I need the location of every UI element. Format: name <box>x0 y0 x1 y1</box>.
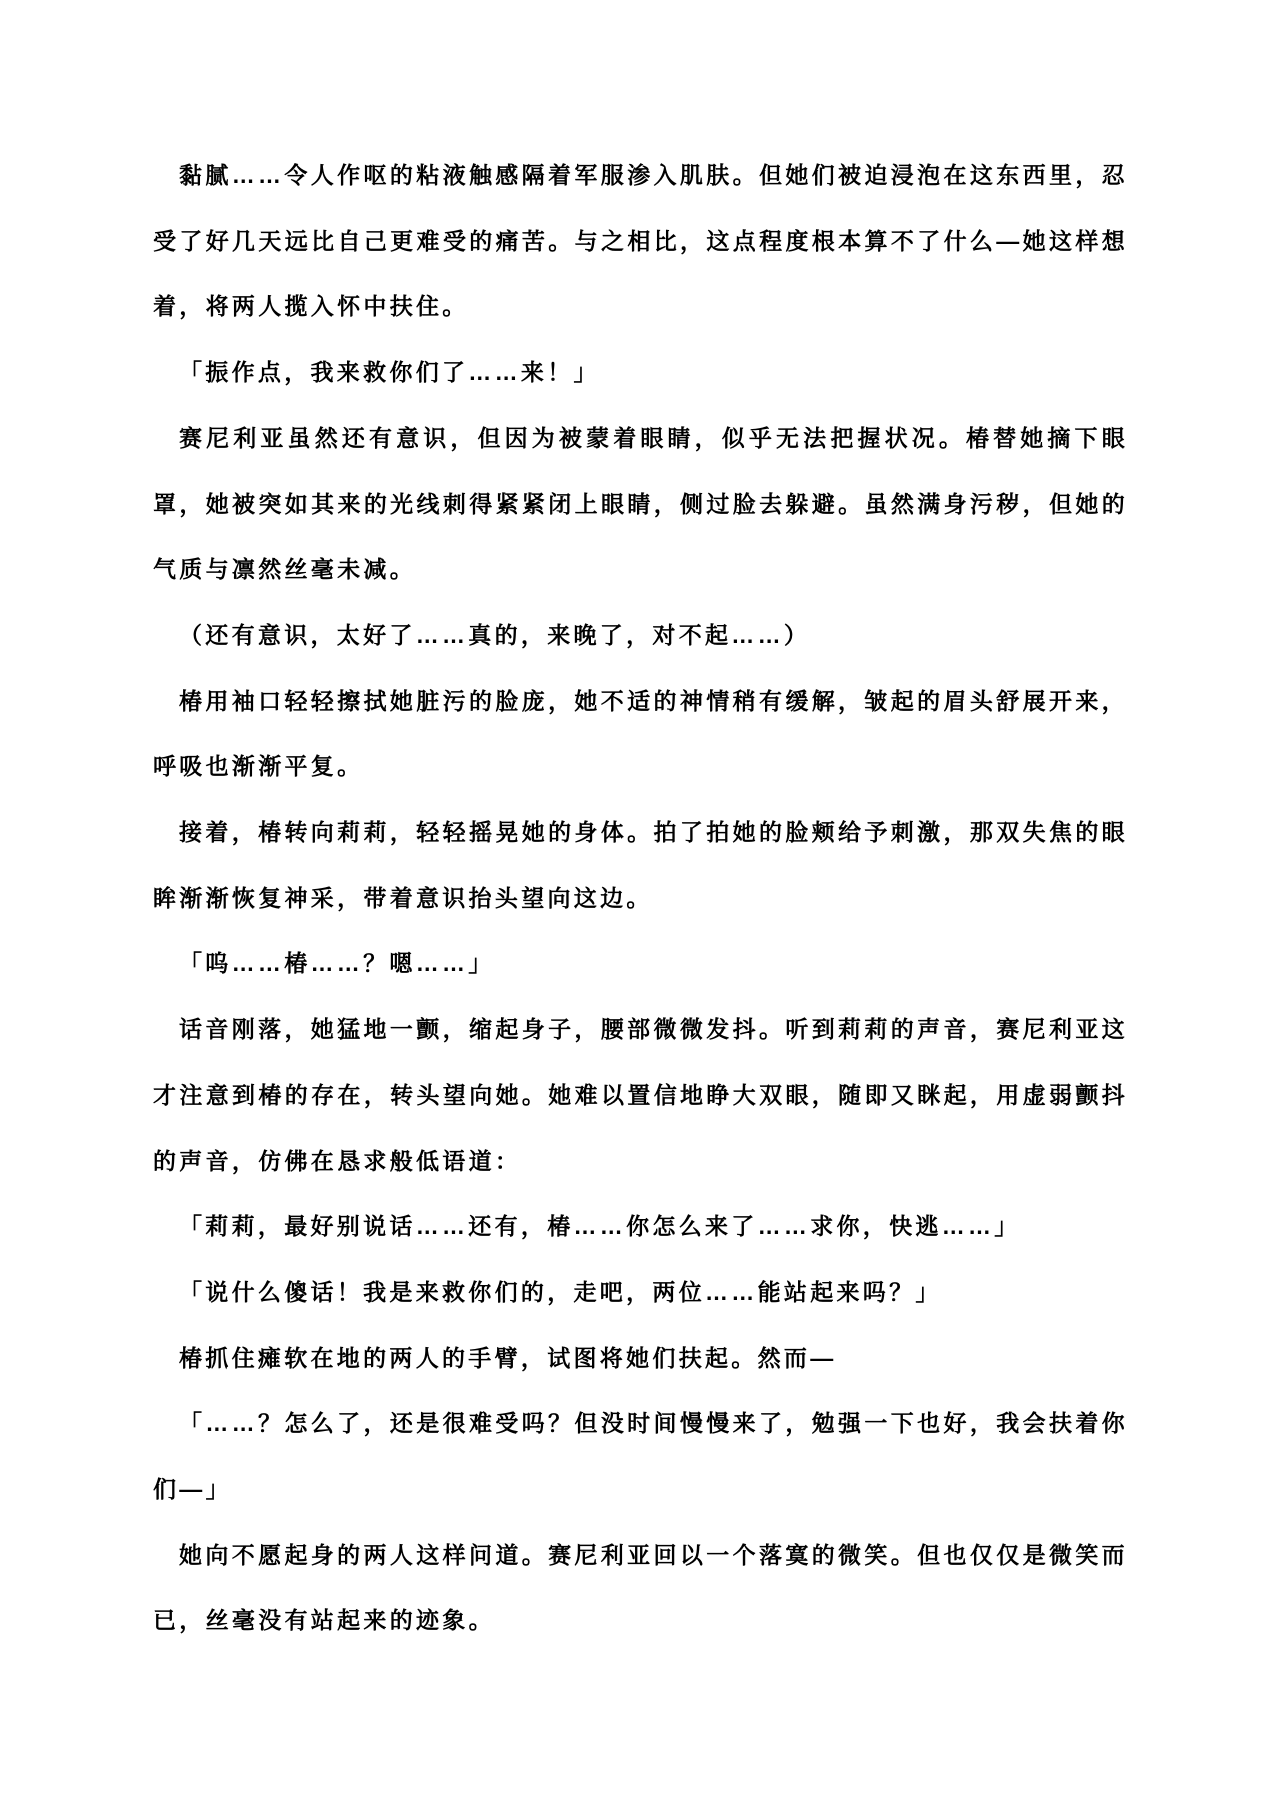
paragraph-dialogue: 「振作点，我来救你们了……来！」 <box>179 359 600 386</box>
paragraph-dialogue: 「……？怎么了，还是很难受吗？但没时间慢慢来了，勉强一下也好，我会扶着你们—」 <box>153 1410 1128 1503</box>
paragraph-narration: 话音刚落，她猛地一颤，缩起身子，腰部微微发抖。听到莉莉的声音，赛尼利亚这才注意到椿的存在，转头望向她。她难以置信地睁大双眼，随即又眯起，用虚弱颤抖的声音，仿佛在恳求般低语道： <box>153 1016 1128 1174</box>
paragraph-narration: 椿用袖口轻轻擦拭她脏污的脸庞，她不适的神情稍有缓解，皱起的眉头舒展开来，呼吸也渐渐平复。 <box>153 687 1128 780</box>
paragraph-dialogue: 「说什么傻话！我是来救你们的，走吧，两位……能站起来吗？」 <box>179 1278 942 1305</box>
novel-text-block <box>153 143 1128 1654</box>
paragraph-dialogue: 「呜……椿……？嗯……」 <box>179 950 495 977</box>
paragraph-narration: 她向不愿起身的两人这样问道。赛尼利亚回以一个落寞的微笑。但也仅仅是微笑而已，丝毫没有站起来的迹象。 <box>153 1541 1128 1634</box>
paragraph-narration: 椿抓住瘫软在地的两人的手臂，试图将她们扶起。然而— <box>179 1344 837 1371</box>
paragraph-inner-thought: （还有意识，太好了……真的，来晚了，对不起……） <box>179 621 811 648</box>
paragraph-narration: 赛尼利亚虽然还有意识，但因为被蒙着眼睛，似乎无法把握状况。椿替她摘下眼罩，她被突如其来的光线刺得紧紧闭上眼睛，侧过脸去躲避。虽然满身污秽，但她的气质与凛然丝毫未减。 <box>153 424 1128 583</box>
paragraph-dialogue: 「莉莉，最好别说话……还有，椿……你怎么来了……求你，快逃……」 <box>179 1213 1021 1240</box>
paragraph-narration: 接着，椿转向莉莉，轻轻摇晃她的身体。拍了拍她的脸颊给予刺激，那双失焦的眼眸渐渐恢复神采，带着意识抬头望向这边。 <box>153 819 1128 911</box>
paragraph-narration: 黏腻……令人作呕的粘液触感隔着军服渗入肌肤。但她们被迫浸泡在这东西里，忍受了好几天远比自己更难受的痛苦。与之相比，这点程度根本算不了什么—她这样想着，将两人揽入怀中扶住。 <box>153 162 1128 320</box>
